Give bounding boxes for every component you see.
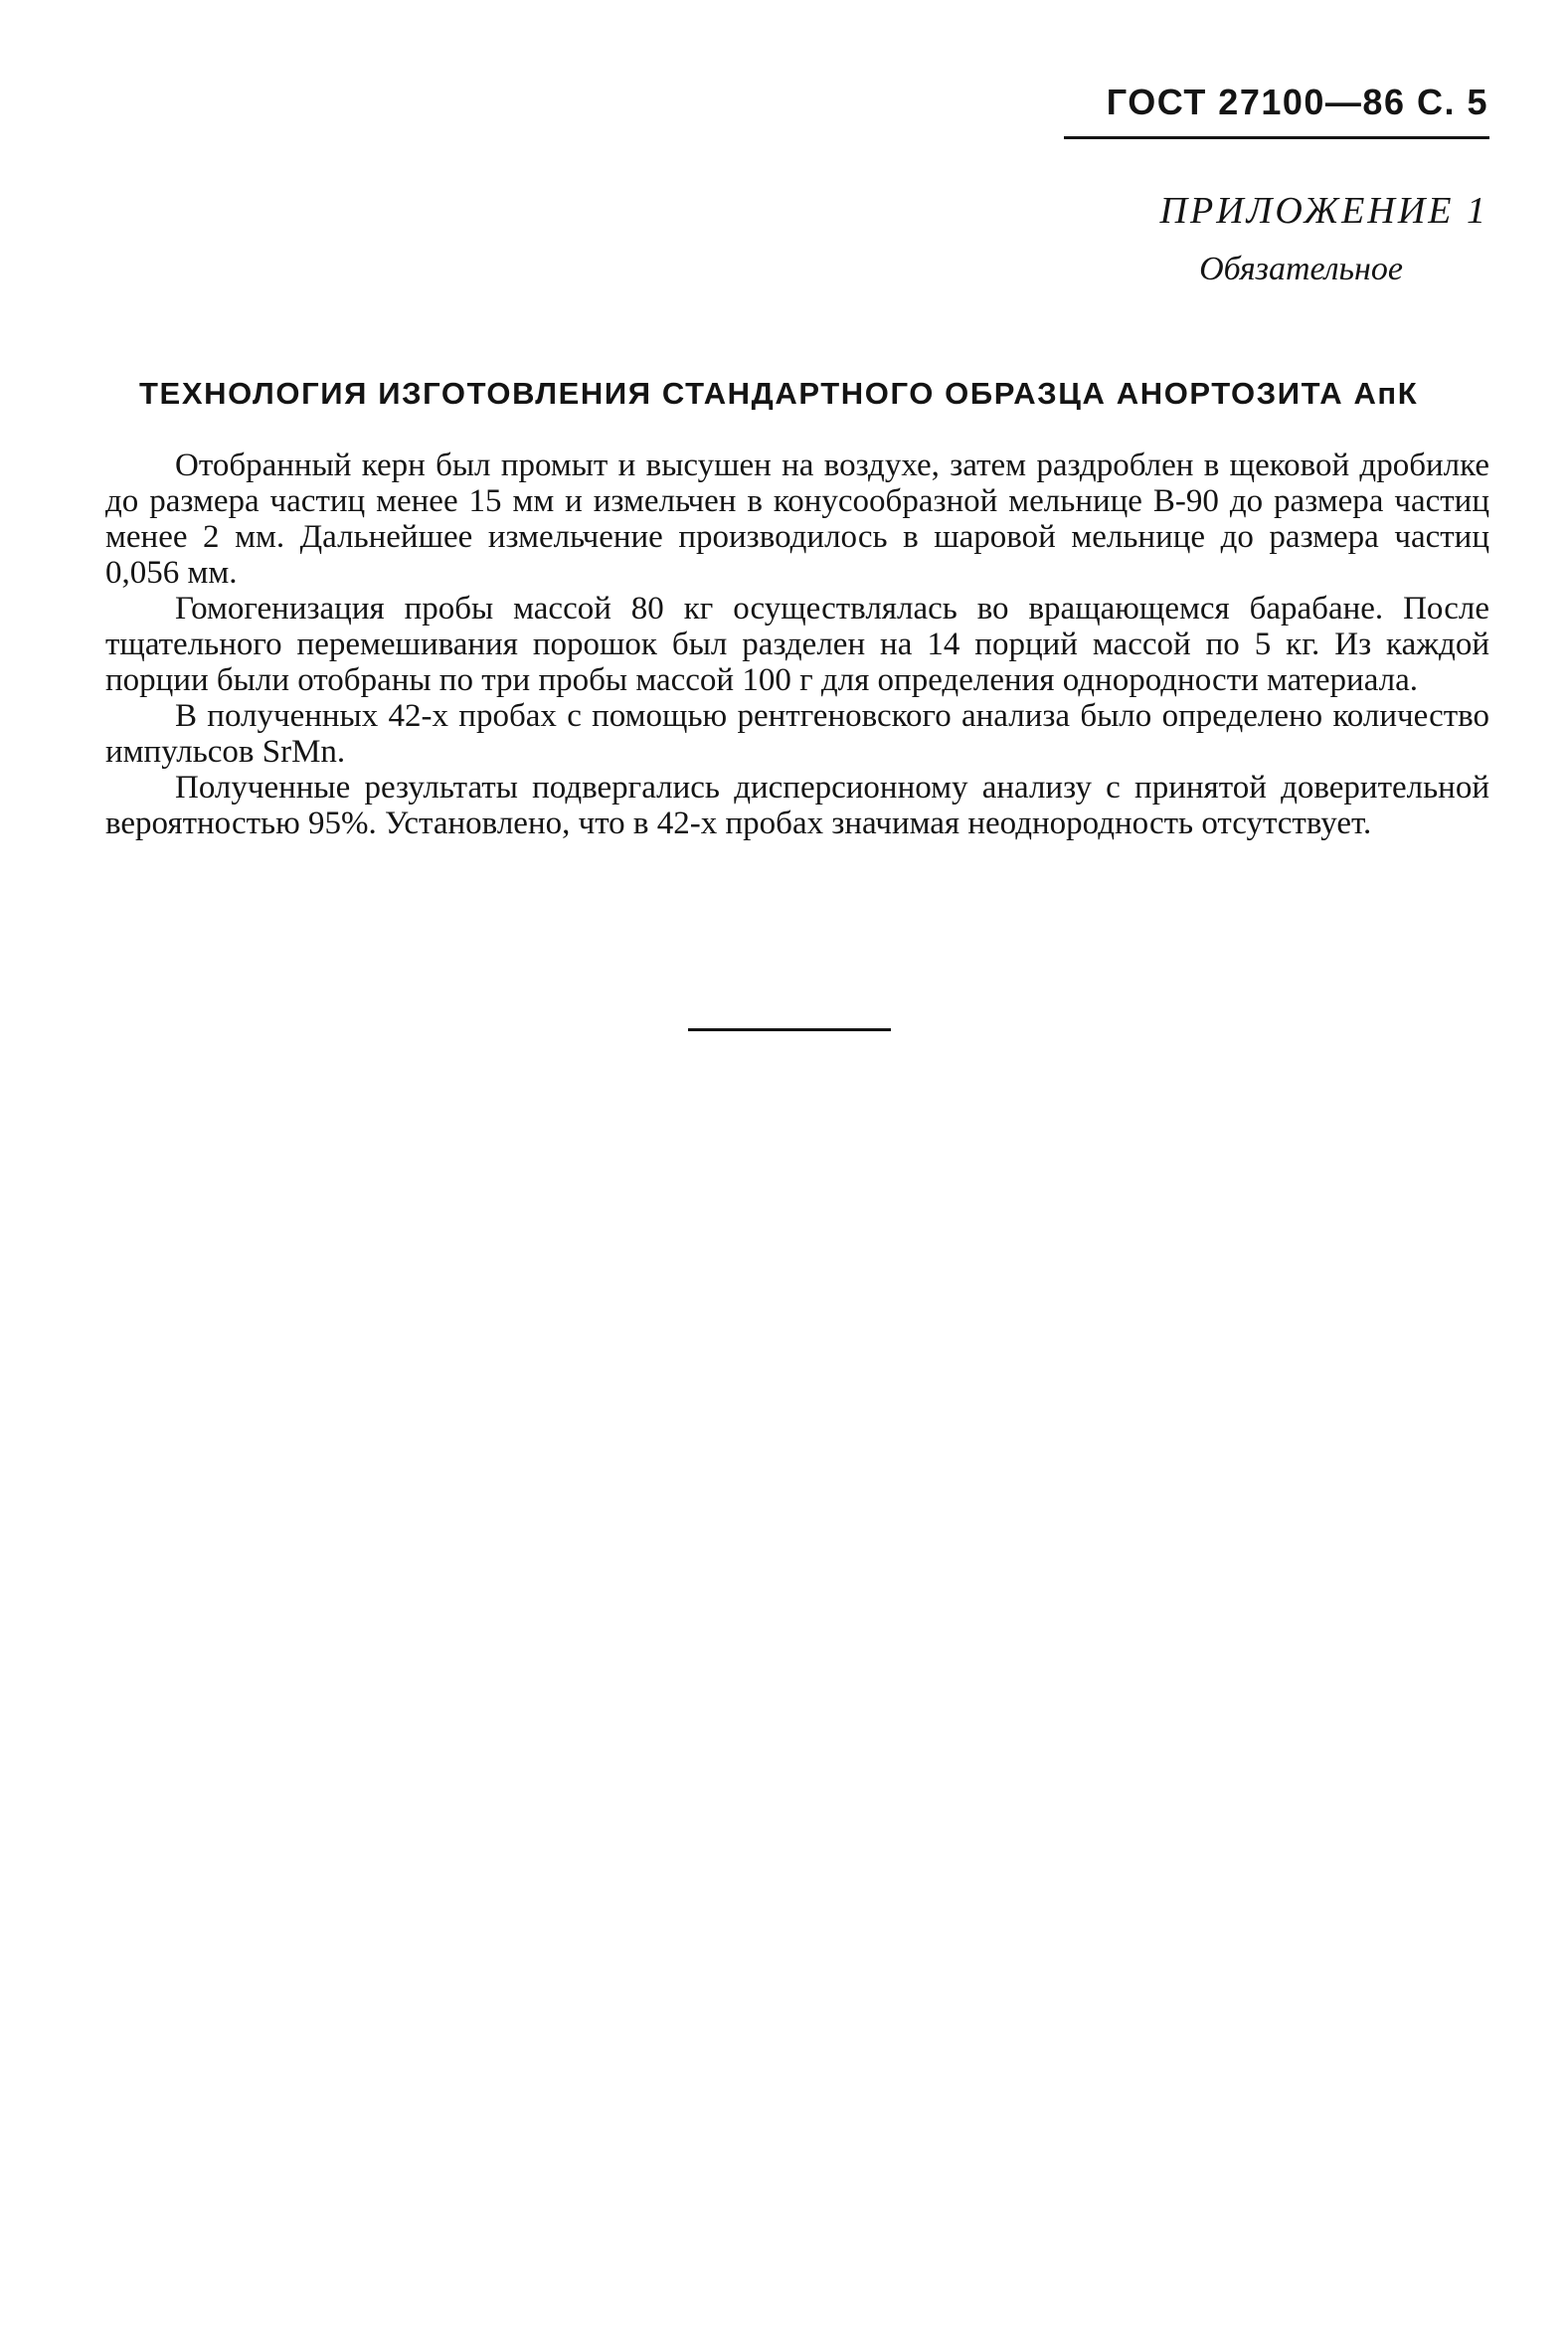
appendix-status: Обязательное [1199,251,1403,287]
paragraph: Гомогенизация пробы массой 80 кг осуществлялась во вращающемся барабане. После тщательного перемешивания порошок был разделен на 14 порций массой по 5 кг. Из каждой порции были отобраны по три пробы массой 100 г для определения однородности материала. [105,591,1489,698]
paragraph: Полученные результаты подвергались дисперсионному анализу с принятой доверительной вероятностью 95%. Установлено, что в 42-х пробах значимая неоднородность отсутствует. [105,770,1489,841]
header-divider [1064,136,1489,139]
paragraph: В полученных 42-х пробах с помощью рентгеновского анализа было определено количество импульсов SrMn. [105,698,1489,770]
body-text [105,448,1489,841]
page-header [1107,82,1488,123]
paragraph: Отобранный керн был промыт и высушен на воздухе, затем раздроблен в щековой дробилке до размера частиц менее 15 мм и измельчен в конусообразной мельнице В-90 до размера частиц менее 2 мм. Дальнейшее измельчение производилось в шаровой мельнице до размера частиц 0,056 мм. [105,448,1489,591]
appendix-title: ПРИЛОЖЕНИЕ 1 [1159,190,1488,232]
appendix-block [1160,189,1488,288]
end-divider [688,1028,891,1031]
document-reference: ГОСТ 27100—86 С. 5 [1106,82,1488,122]
section-title: ТЕХНОЛОГИЯ ИЗГОТОВЛЕНИЯ СТАНДАРТНОГО ОБРАЗЦА АНОРТОЗИТА АпК [139,376,1419,411]
